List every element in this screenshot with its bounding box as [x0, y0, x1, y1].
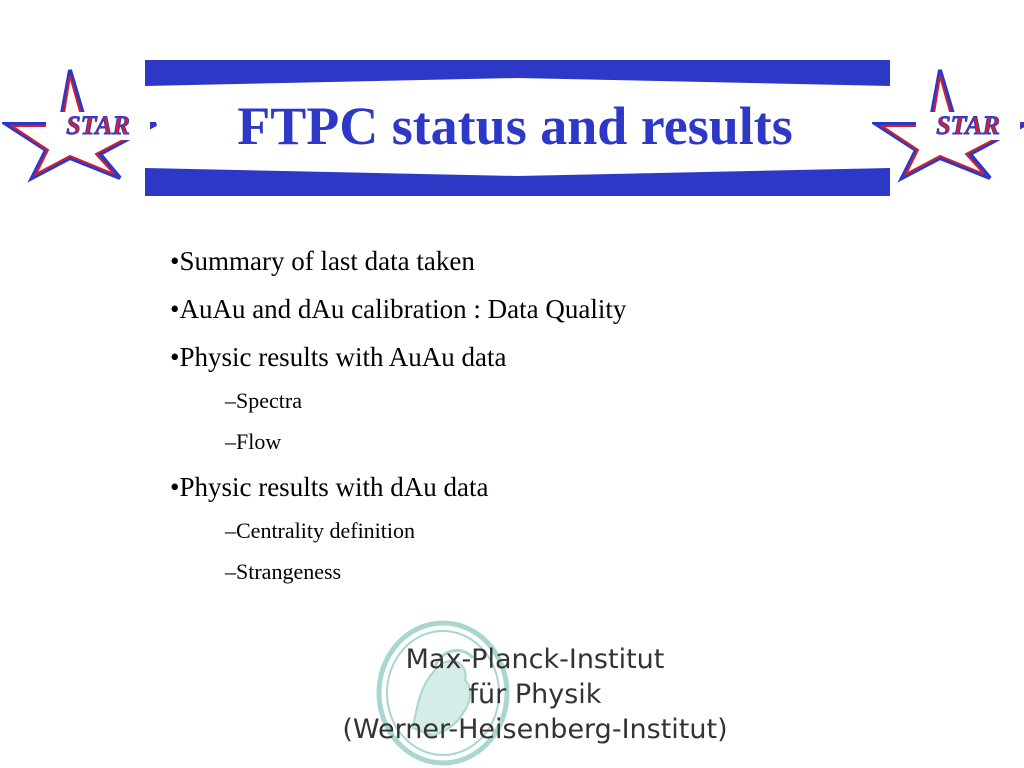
sub-bullet-item: –Flow	[225, 429, 282, 454]
star-logo-text: STAR	[66, 111, 130, 140]
sub-bullet-item: –Centrality definition	[225, 518, 416, 543]
institute-line-1: Max-Planck-Institut	[405, 644, 665, 675]
bullet-item: •AuAu and dAu calibration : Data Quality	[170, 294, 627, 324]
sub-bullet-item: –Spectra	[225, 388, 302, 413]
institute-line-3: (Werner-Heisenberg-Institut)	[342, 714, 728, 745]
bullet-item: •Physic results with AuAu data	[170, 342, 507, 372]
bullet-item: •Physic results with dAu data	[170, 472, 489, 502]
title-band-top	[145, 60, 890, 86]
institute-logo	[300, 618, 780, 768]
institute-name	[300, 642, 770, 747]
bullet-item: •Summary of last data taken	[170, 246, 475, 276]
star-logo-text: STAR	[936, 111, 1000, 140]
sub-bullet-item: –Strangeness	[225, 559, 342, 584]
bullet-list	[170, 237, 626, 593]
star-logo-left	[2, 66, 162, 186]
institute-line-2: für Physik	[468, 679, 602, 710]
slide-title: FTPC status and results	[237, 96, 793, 156]
title-band-bottom	[145, 168, 890, 196]
star-logo-right	[872, 66, 1024, 186]
